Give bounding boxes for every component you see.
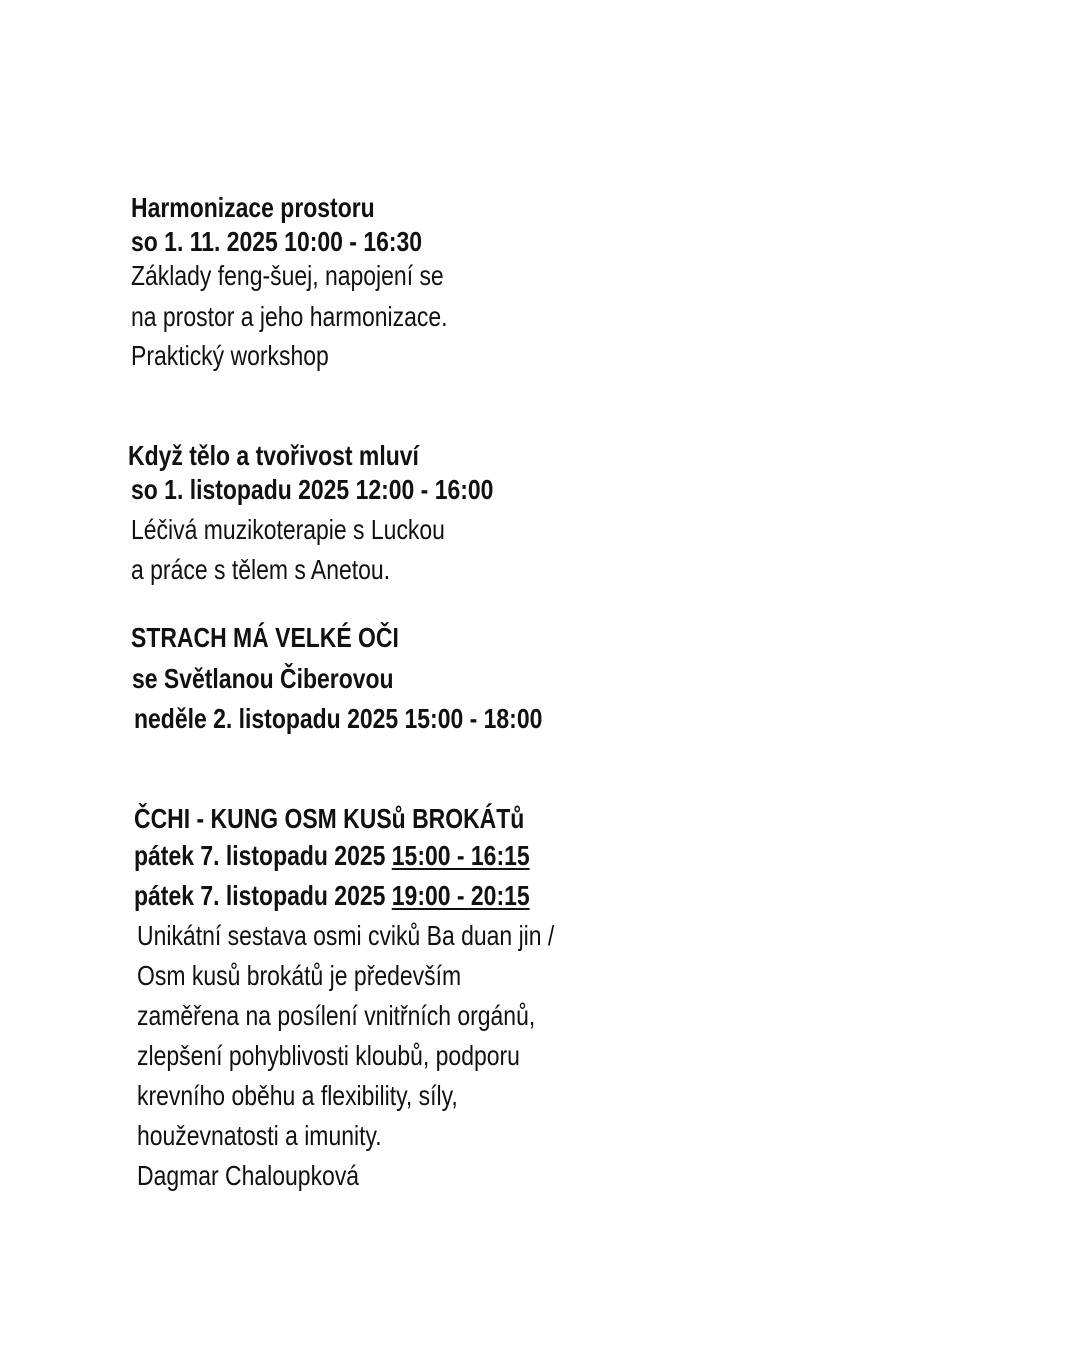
session-day: pátek 7. listopadu 2025 [134,840,386,871]
event-description-line: Základy feng-šuej, napojení se [131,260,444,291]
session-day: pátek 7. listopadu 2025 [134,880,386,911]
event-subtitle: se Světlanou Čiberovou [132,663,394,694]
event-description-line: a práce s tělem s Anetou. [131,554,391,585]
event-description-line: na prostor a jeho harmonizace. [131,301,448,332]
event-description-line: houževnatosti a imunity. [137,1120,382,1151]
event-date: so 1. listopadu 2025 12:00 - 16:00 [131,474,494,505]
event-description-line: Unikátní sestava osmi cviků Ba duan jin / [137,920,555,951]
event-description-line: zaměřena na posílení vnitřních orgánů, [137,1000,536,1031]
event-description-line: Léčivá muzikoterapie s Luckou [131,514,445,545]
event-date: neděle 2. listopadu 2025 15:00 - 18:00 [134,703,543,734]
event-title: STRACH MÁ VELKÉ OČI [131,622,399,653]
event-description-line: zlepšení pohyblivosti kloubů, podporu [137,1040,520,1071]
event-session [134,842,530,870]
event-title: ČCHI - KUNG OSM KUSů BROKÁTů [134,803,525,834]
event-description-line: Praktický workshop [131,340,329,371]
event-title: Harmonizace prostoru [131,192,375,223]
event-description-line: krevního oběhu a flexibility, síly, [137,1080,458,1111]
session-time: 15:00 - 16:15 [391,840,530,871]
event-description-line: Osm kusů brokátů je především [137,960,462,991]
event-author: Dagmar Chaloupková [137,1160,360,1191]
event-session [134,882,530,910]
event-date: so 1. 11. 2025 10:00 - 16:30 [131,226,423,257]
event-title: Když tělo a tvořivost mluví [128,440,419,471]
session-time: 19:00 - 20:15 [391,880,530,911]
